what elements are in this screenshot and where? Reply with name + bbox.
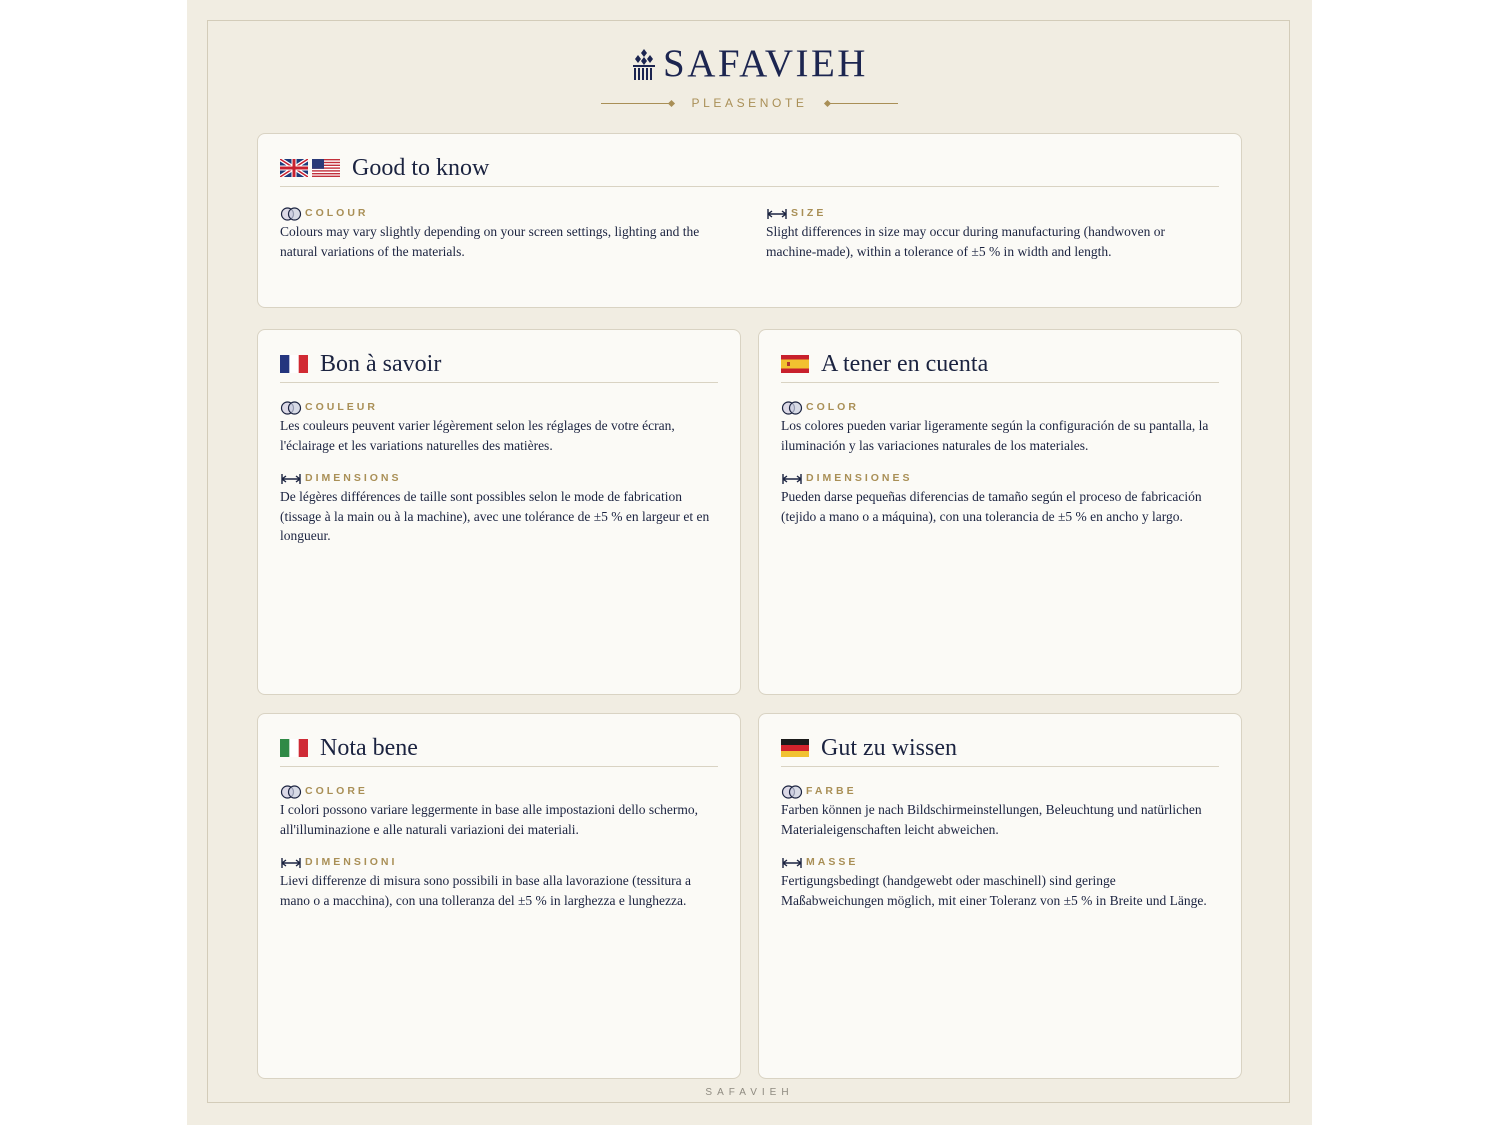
colour-label: FARBE: [806, 785, 857, 798]
colour-label: COULEUR: [305, 401, 378, 414]
size-label: MASSE: [806, 856, 859, 869]
size-label: DIMENSIONS: [305, 472, 402, 485]
divider-right: [826, 103, 898, 104]
colour-text: Los colores pueden variar ligeramente según la configuración de su pantalla, la iluminación y las variaciones naturales de los materiales.: [781, 418, 1209, 453]
colour-label: COLOR: [806, 401, 859, 414]
card-title: A tener en cuenta: [821, 350, 989, 377]
colour-label: COLOUR: [305, 207, 369, 220]
card-title: Bon à savoir: [320, 350, 442, 377]
colour-section: [280, 785, 710, 839]
size-label: DIMENSIONES: [806, 472, 913, 485]
size-section: [280, 472, 710, 546]
size-measure-icon: [781, 857, 803, 869]
footer-brand: SAFAVIEH: [705, 1087, 794, 1098]
info-sheet: [187, 0, 1312, 1125]
colour-circles-icon: [280, 401, 302, 415]
colour-text: I colori possono variare leggermente in base alle impostazioni dello schermo, all'illuminazione e alle naturali variazioni dei materiali.: [280, 802, 698, 837]
brand-header: [187, 42, 1312, 86]
card-title: Good to know: [352, 154, 490, 181]
size-text: De légères différences de taille sont possibles selon le mode de fabrication (tissage à la main ou à la machine), avec une tolérance de ±5 % en largeur et en longueur.: [280, 489, 710, 543]
brand-name: SAFAVIEH: [663, 42, 868, 85]
card-french: [257, 329, 741, 695]
size-text: Lievi differenze di misura sono possibili in base alla lavorazione (tessitura a mano o a macchina), con una tolleranza del ±5 % in larghezza e lunghezza.: [280, 873, 691, 908]
france-flag-icon: [280, 355, 308, 373]
card-header: [781, 730, 1219, 767]
colour-circles-icon: [781, 785, 803, 799]
card-english: [257, 133, 1242, 308]
card-title: Gut zu wissen: [821, 734, 957, 761]
size-measure-icon: [781, 473, 803, 485]
colour-circles-icon: [781, 401, 803, 415]
germany-flag-icon: [781, 739, 809, 757]
size-measure-icon: [280, 857, 302, 869]
spain-flag-icon: [781, 355, 809, 373]
brand-logo: [631, 42, 868, 86]
size-text: Fertigungsbedingt (handgewebt oder maschinell) sind geringe Maßabweichungen möglich, mit einer Toleranz von ±5 % in Breite und Länge.: [781, 873, 1207, 908]
please-note-banner: [187, 96, 1312, 110]
colour-section: [781, 401, 1211, 455]
italy-flag-icon: [280, 739, 308, 757]
card-header: [781, 346, 1219, 383]
size-measure-icon: [766, 208, 788, 220]
colour-section: [280, 207, 720, 261]
size-section: [280, 856, 710, 910]
us-flag-icon: [312, 159, 340, 177]
size-section: [766, 207, 1186, 261]
size-measure-icon: [280, 473, 302, 485]
card-header: [280, 730, 718, 767]
crown-emblem-icon: [631, 47, 657, 81]
size-label: SIZE: [791, 207, 827, 220]
divider-left: [601, 103, 673, 104]
colour-label: COLORE: [305, 785, 368, 798]
card-italian: [257, 713, 741, 1079]
size-text: Pueden darse pequeñas diferencias de tamaño según el proceso de fabricación (tejido a mano o a máquina), con una tolerancia de ±5 % en ancho y largo.: [781, 489, 1202, 524]
card-header: [280, 346, 718, 383]
colour-section: [781, 785, 1211, 839]
card-title: Nota bene: [320, 734, 418, 761]
size-section: [781, 856, 1211, 910]
colour-circles-icon: [280, 785, 302, 799]
card-header: [280, 150, 1219, 187]
uk-flag-icon: [280, 159, 308, 177]
colour-text: Les couleurs peuvent varier légèrement selon les réglages de votre écran, l'éclairage et les variations naturelles des matières.: [280, 418, 675, 453]
card-german: [758, 713, 1242, 1079]
colour-text: Farben können je nach Bildschirmeinstellungen, Beleuchtung und natürlichen Materialeigenschaften leicht abweichen.: [781, 802, 1202, 837]
card-spanish: [758, 329, 1242, 695]
colour-section: [280, 401, 710, 455]
size-label: DIMENSIONI: [305, 856, 398, 869]
please-note-label: PLEASENOTE: [691, 96, 808, 110]
size-section: [781, 472, 1211, 526]
size-text: Slight differences in size may occur during manufacturing (handwoven or machine-made), within a tolerance of ±5 % in width and length.: [766, 224, 1166, 259]
colour-text: Colours may vary slightly depending on your screen settings, lighting and the natural variations of the materials.: [280, 224, 700, 259]
colour-circles-icon: [280, 207, 302, 221]
